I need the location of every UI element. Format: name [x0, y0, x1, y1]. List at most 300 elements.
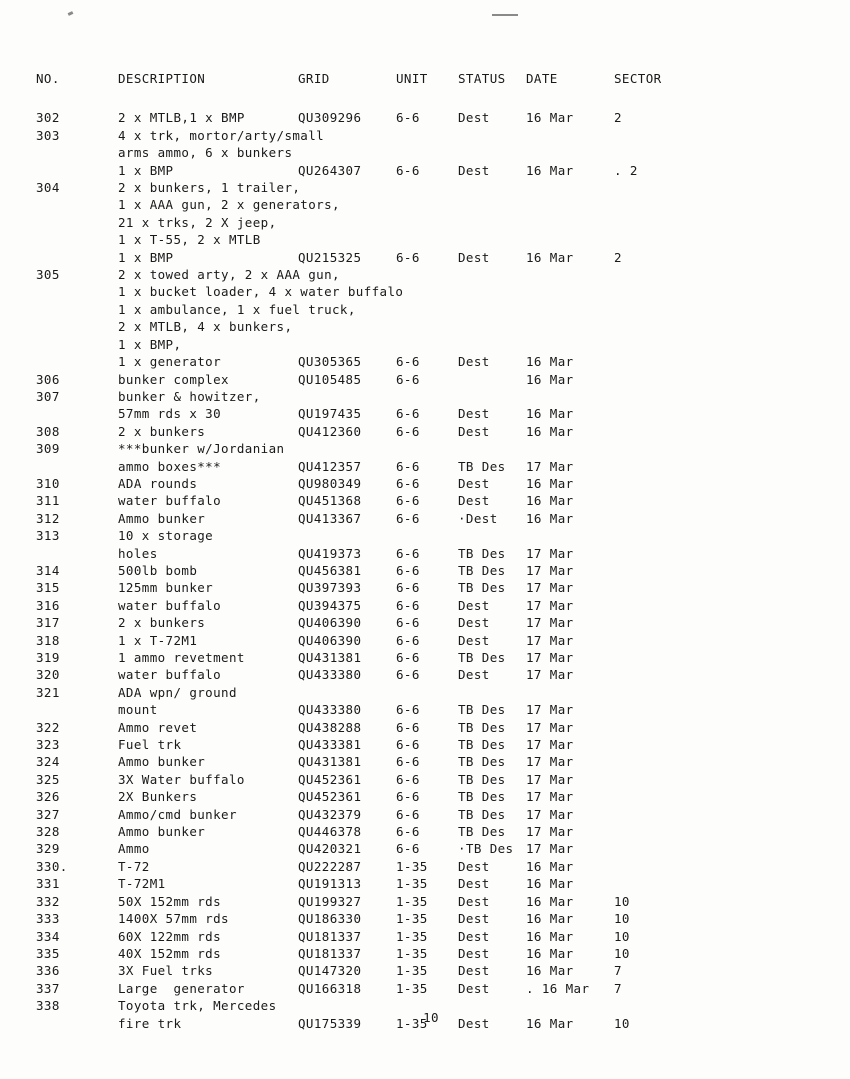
cell-grid: QU431381	[298, 650, 362, 665]
cell-grid: QU215325	[298, 249, 362, 265]
table-row	[36, 127, 704, 144]
cell-sector	[614, 353, 704, 370]
cell-sector: . 2	[614, 162, 638, 178]
cell-unit: 6-6	[396, 789, 420, 805]
cell-date: 17 Mar	[526, 754, 574, 770]
cell-sector	[614, 336, 704, 353]
cell-sector: 7	[614, 963, 622, 979]
cell-unit: 6-6	[396, 162, 420, 178]
cell-description: 2 x bunkers	[118, 423, 206, 439]
cell-sector	[614, 719, 704, 736]
cell-date: 17 Mar	[526, 632, 574, 648]
table-row	[36, 214, 704, 231]
cell-sector: 7	[614, 980, 622, 996]
cell-no	[36, 162, 118, 179]
table-row	[36, 701, 704, 718]
cell-date: 17 Mar	[526, 458, 574, 474]
cell-grid	[298, 684, 396, 701]
table-row	[36, 510, 704, 527]
cell-unit: 6-6	[396, 580, 420, 596]
scan-artifact-speck	[68, 11, 74, 16]
cell-grid: QU980349	[298, 475, 362, 491]
cell-date: 17 Mar	[526, 667, 574, 683]
cell-status: TB Des	[458, 806, 506, 822]
column-header-grid: GRID	[298, 71, 330, 86]
cell-sector: 10	[614, 1015, 630, 1031]
cell-unit: 6-6	[396, 354, 420, 370]
cell-status: Dest	[458, 423, 490, 439]
cell-date	[526, 684, 614, 701]
cell-status: TB Des	[458, 789, 506, 805]
table-body	[36, 109, 704, 1032]
cell-sector	[614, 649, 704, 666]
table-row	[36, 527, 704, 544]
cell-status	[458, 214, 526, 231]
cell-description: 1 ammo revetment	[118, 650, 245, 665]
table-row	[36, 318, 704, 335]
cell-date: 16 Mar	[526, 510, 574, 526]
cell-description: 2 x towed arty, 2 x AAA gun,	[118, 267, 340, 283]
cell-date: 16 Mar	[526, 928, 574, 944]
table-row	[36, 597, 704, 614]
cell-description: 2 x bunkers	[118, 615, 206, 631]
table-row	[36, 962, 704, 979]
cell-no: 314	[36, 562, 60, 578]
column-header-no: NO.	[36, 71, 60, 86]
table-row	[36, 928, 704, 945]
cell-date: 17 Mar	[526, 580, 574, 596]
cell-description: Toyota trk, Mercedes	[118, 998, 277, 1014]
cell-no: 317	[36, 615, 60, 631]
cell-grid: QU105485	[298, 371, 362, 387]
cell-sector	[614, 701, 704, 718]
cell-description: 2 x MTLB, 4 x bunkers,	[118, 319, 293, 335]
cell-status: TB Des	[458, 737, 506, 753]
cell-status	[458, 231, 526, 248]
cell-status: TB Des	[458, 771, 506, 787]
cell-no: 323	[36, 737, 60, 753]
cell-status: Dest	[458, 475, 490, 491]
cell-date: 17 Mar	[526, 650, 574, 665]
cell-status: Dest	[458, 858, 490, 874]
cell-no: 333	[36, 911, 60, 927]
cell-unit: 6-6	[396, 650, 420, 665]
document-body	[36, 70, 826, 1032]
cell-sector	[614, 371, 704, 388]
cell-no: 319	[36, 650, 60, 665]
cell-unit	[396, 336, 458, 353]
cell-description: Ammo	[118, 841, 150, 857]
cell-no	[36, 545, 118, 562]
cell-no	[36, 283, 118, 300]
cell-status	[458, 336, 526, 353]
cell-sector	[614, 405, 704, 422]
cell-unit	[396, 388, 458, 405]
cell-sector	[614, 858, 704, 875]
table-row	[36, 475, 704, 492]
cell-date: 17 Mar	[526, 841, 574, 857]
cell-grid: QU412360	[298, 423, 362, 439]
cell-no: 316	[36, 597, 60, 613]
cell-description: 21 x trks, 2 X jeep,	[118, 214, 277, 230]
cell-date: 17 Mar	[526, 771, 574, 787]
cell-status: Dest	[458, 1015, 490, 1031]
cell-description: ammo boxes***	[118, 458, 222, 474]
cell-unit: 6-6	[396, 406, 420, 422]
cell-sector	[614, 231, 704, 248]
cell-sector	[614, 562, 704, 579]
cell-date: 17 Mar	[526, 545, 574, 561]
cell-unit: 6-6	[396, 806, 420, 822]
table-row	[36, 353, 704, 370]
cell-grid: QU406390	[298, 632, 362, 648]
cell-description: 2 x bunkers, 1 trailer,	[118, 180, 309, 196]
cell-no: 311	[36, 493, 60, 509]
cell-unit: 6-6	[396, 737, 420, 753]
cell-grid: QU197435	[298, 406, 362, 422]
cell-no: 302	[36, 110, 60, 126]
cell-date: 17 Mar	[526, 806, 574, 822]
cell-status: Dest	[458, 928, 490, 944]
cell-sector	[614, 771, 704, 788]
cell-grid: QU397393	[298, 580, 362, 596]
cell-no: 338	[36, 998, 60, 1014]
cell-unit: 1-35	[396, 945, 428, 961]
table-row	[36, 336, 704, 353]
cell-description: 1 x BMP,	[118, 336, 182, 352]
cell-sector	[614, 823, 704, 840]
cell-date: 17 Mar	[526, 719, 574, 735]
cell-description: Large generator	[118, 980, 245, 996]
cell-no	[36, 301, 118, 318]
cell-sector	[614, 475, 704, 492]
table-row	[36, 719, 704, 736]
table-row	[36, 823, 704, 840]
cell-no: 304	[36, 180, 60, 196]
cell-sector: 10	[614, 911, 630, 927]
cell-date: 16 Mar	[526, 249, 574, 265]
cell-description: 4 x trk, mortor/arty/small	[118, 127, 325, 143]
cell-unit: 1-35	[396, 911, 428, 927]
cell-no: 322	[36, 719, 60, 735]
cell-no	[36, 144, 118, 161]
cell-grid: QU433380	[298, 667, 362, 683]
cell-grid: QU406390	[298, 615, 362, 631]
cell-unit: 6-6	[396, 510, 420, 526]
cell-status: TB Des	[458, 458, 506, 474]
cell-grid: QU412357	[298, 458, 362, 474]
cell-sector	[614, 597, 704, 614]
cell-sector: 2	[614, 110, 622, 126]
cell-grid: QU186330	[298, 911, 362, 927]
cell-grid: QU438288	[298, 719, 362, 735]
cell-description: ADA wpn/ ground	[118, 684, 237, 700]
cell-no: 329	[36, 841, 60, 857]
cell-date: 16 Mar	[526, 162, 574, 178]
cell-no: 327	[36, 806, 60, 822]
cell-sector	[614, 753, 704, 770]
cell-status: Dest	[458, 110, 490, 126]
cell-no	[36, 336, 118, 353]
cell-no: 335	[36, 945, 60, 961]
cell-grid: QU433380	[298, 702, 362, 718]
cell-description: Ammo revet	[118, 719, 198, 735]
cell-no: 306	[36, 371, 60, 387]
cell-status: Dest	[458, 493, 490, 509]
table-row	[36, 249, 704, 266]
table-row	[36, 458, 704, 475]
cell-no: 315	[36, 580, 60, 596]
table-row	[36, 266, 704, 283]
cell-no: 309	[36, 441, 60, 457]
cell-status: TB Des	[458, 702, 506, 718]
cell-unit: 6-6	[396, 632, 420, 648]
cell-grid: QU433381	[298, 737, 362, 753]
table-row	[36, 231, 704, 248]
table-row	[36, 684, 704, 701]
cell-grid: QU191313	[298, 876, 362, 892]
cell-description: Ammo/cmd bunker	[118, 806, 237, 822]
cell-description: ADA rounds	[118, 475, 198, 491]
cell-status: TB Des	[458, 719, 506, 735]
cell-description: Ammo bunker	[118, 754, 206, 770]
table-row	[36, 893, 704, 910]
cell-date	[526, 214, 614, 231]
cell-description: water buffalo	[118, 493, 222, 509]
cell-sector	[614, 806, 704, 823]
cell-description: Fuel trk	[118, 737, 182, 753]
cell-status: Dest	[458, 615, 490, 631]
table-row	[36, 144, 704, 161]
cell-date: 17 Mar	[526, 562, 574, 578]
cell-description: T-72	[118, 858, 150, 874]
cell-date: 16 Mar	[526, 876, 574, 892]
cell-status	[458, 388, 526, 405]
cell-date: 16 Mar	[526, 945, 574, 961]
cell-no: 313	[36, 528, 60, 544]
cell-unit: 6-6	[396, 110, 420, 126]
cell-sector	[614, 492, 704, 509]
cell-status: Dest	[458, 893, 490, 909]
cell-status: TB Des	[458, 562, 506, 578]
cell-grid: QU431381	[298, 754, 362, 770]
cell-date: 16 Mar	[526, 1015, 574, 1031]
cell-status: TB Des	[458, 754, 506, 770]
cell-description: Ammo bunker	[118, 510, 206, 526]
table-row	[36, 545, 704, 562]
cell-unit: 6-6	[396, 493, 420, 509]
cell-sector: 10	[614, 928, 630, 944]
table-row	[36, 162, 704, 179]
cell-grid: QU419373	[298, 545, 362, 561]
table-row	[36, 179, 704, 196]
cell-no: 303	[36, 127, 60, 143]
cell-unit: 1-35	[396, 963, 428, 979]
cell-description: Ammo bunker	[118, 824, 206, 840]
cell-no: 325	[36, 771, 60, 787]
cell-unit: 6-6	[396, 771, 420, 787]
cell-status	[458, 684, 526, 701]
cell-grid: QU166318	[298, 980, 362, 996]
cell-sector	[614, 214, 704, 231]
table-row	[36, 562, 704, 579]
cell-no	[36, 458, 118, 475]
column-header-description: DESCRIPTION	[118, 71, 206, 86]
cell-status: Dest	[458, 945, 490, 961]
cell-description: 1 x bucket loader, 4 x water buffalo	[118, 284, 404, 300]
table-row	[36, 388, 704, 405]
table-row	[36, 196, 704, 213]
cell-description: 1 x T-72M1	[118, 632, 198, 648]
cell-grid: QU452361	[298, 789, 362, 805]
cell-description: arms ammo, 6 x bunkers	[118, 145, 293, 161]
cell-date: 16 Mar	[526, 371, 574, 387]
cell-status: Dest	[458, 980, 490, 996]
cell-sector: 2	[614, 249, 622, 265]
cell-description: 2 x MTLB,1 x BMP	[118, 110, 245, 126]
cell-description: T-72M1	[118, 876, 166, 892]
cell-description: 3X Fuel trks	[118, 963, 214, 979]
cell-grid: QU175339	[298, 1015, 362, 1031]
table-row	[36, 649, 704, 666]
table-row	[36, 109, 704, 126]
table-row	[36, 614, 704, 631]
cell-description: water buffalo	[118, 597, 222, 613]
cell-status: Dest	[458, 406, 490, 422]
cell-no: 308	[36, 423, 60, 439]
cell-no: 330.	[36, 858, 68, 874]
table-row	[36, 858, 704, 875]
cell-status: TB Des	[458, 824, 506, 840]
cell-grid: QU394375	[298, 597, 362, 613]
cell-no: 305	[36, 267, 60, 283]
cell-no: 321	[36, 684, 60, 700]
cell-grid: QU147320	[298, 963, 362, 979]
table-row	[36, 788, 704, 805]
cell-status: Dest	[458, 876, 490, 892]
cell-description: 1 x BMP	[118, 162, 174, 178]
cell-date: . 16 Mar	[526, 980, 590, 996]
equipment-listing-table	[36, 70, 704, 1032]
cell-unit: 1-35	[396, 893, 428, 909]
cell-no: 307	[36, 388, 60, 404]
cell-date: 16 Mar	[526, 423, 574, 439]
table-row	[36, 301, 704, 318]
cell-grid	[298, 231, 396, 248]
cell-no: 312	[36, 510, 60, 526]
cell-unit: 6-6	[396, 249, 420, 265]
cell-date: 17 Mar	[526, 824, 574, 840]
cell-date: 17 Mar	[526, 789, 574, 805]
cell-date	[526, 231, 614, 248]
table-row	[36, 632, 704, 649]
cell-description: bunker & howitzer,	[118, 388, 261, 404]
cell-no: 337	[36, 980, 60, 996]
cell-status: TB Des	[458, 545, 506, 561]
cell-status	[458, 371, 526, 388]
cell-date	[526, 388, 614, 405]
cell-date: 16 Mar	[526, 858, 574, 874]
cell-sector	[614, 579, 704, 596]
cell-description: 1 x T-55, 2 x MTLB	[118, 232, 261, 248]
cell-sector: 10	[614, 893, 630, 909]
cell-grid: QU199327	[298, 893, 362, 909]
cell-no: 310	[36, 475, 60, 491]
cell-status: Dest	[458, 667, 490, 683]
cell-no	[36, 405, 118, 422]
table-row	[36, 875, 704, 892]
cell-unit: 1-35	[396, 980, 428, 996]
cell-no	[36, 214, 118, 231]
cell-date: 17 Mar	[526, 615, 574, 631]
cell-sector	[614, 458, 704, 475]
cell-unit	[396, 684, 458, 701]
cell-no	[36, 701, 118, 718]
table-row	[36, 666, 704, 683]
cell-no: 318	[36, 632, 60, 648]
cell-description: 50X 152mm rds	[118, 893, 222, 909]
cell-description: 10 x storage	[118, 528, 214, 544]
cell-unit: 6-6	[396, 597, 420, 613]
cell-grid: QU264307	[298, 162, 362, 178]
cell-unit	[396, 231, 458, 248]
table-row	[36, 771, 704, 788]
table-row	[36, 423, 704, 440]
cell-no	[36, 249, 118, 266]
cell-unit: 6-6	[396, 702, 420, 718]
cell-description: bunker complex	[118, 371, 229, 387]
cell-unit	[396, 527, 458, 544]
cell-status: Dest	[458, 354, 490, 370]
table-row	[36, 945, 704, 962]
cell-grid: QU181337	[298, 945, 362, 961]
cell-no: 328	[36, 824, 60, 840]
cell-no: 326	[36, 789, 60, 805]
cell-unit: 6-6	[396, 841, 420, 857]
cell-description: fire trk	[118, 1015, 182, 1031]
cell-date: 16 Mar	[526, 893, 574, 909]
table-row	[36, 492, 704, 509]
cell-sector: 10	[614, 945, 630, 961]
cell-unit: 6-6	[396, 667, 420, 683]
cell-description: 125mm bunker	[118, 580, 214, 596]
cell-unit: 6-6	[396, 545, 420, 561]
column-header-unit: UNIT	[396, 71, 428, 86]
cell-date: 16 Mar	[526, 911, 574, 927]
table-row	[36, 840, 704, 857]
table-header-row	[36, 70, 704, 109]
cell-description: 57mm rds x 30	[118, 406, 222, 422]
cell-unit: 1-35	[396, 858, 428, 874]
cell-description: 40X 152mm rds	[118, 945, 222, 961]
page-number: 10	[423, 1010, 439, 1025]
cell-grid	[298, 214, 396, 231]
cell-no	[36, 318, 118, 335]
cell-date	[526, 527, 614, 544]
cell-sector	[614, 527, 704, 544]
cell-sector	[614, 684, 704, 701]
cell-description: 2X Bunkers	[118, 789, 198, 805]
cell-date: 16 Mar	[526, 110, 574, 126]
table-row	[36, 806, 704, 823]
cell-no: 334	[36, 928, 60, 944]
cell-description: 60X 122mm rds	[118, 928, 222, 944]
cell-grid: QU432379	[298, 806, 362, 822]
cell-description: 1400X 57mm rds	[118, 911, 229, 927]
cell-status: TB Des	[458, 650, 506, 665]
cell-description: 1 x AAA gun, 2 x generators,	[118, 197, 340, 213]
column-header-date: DATE	[526, 71, 558, 86]
